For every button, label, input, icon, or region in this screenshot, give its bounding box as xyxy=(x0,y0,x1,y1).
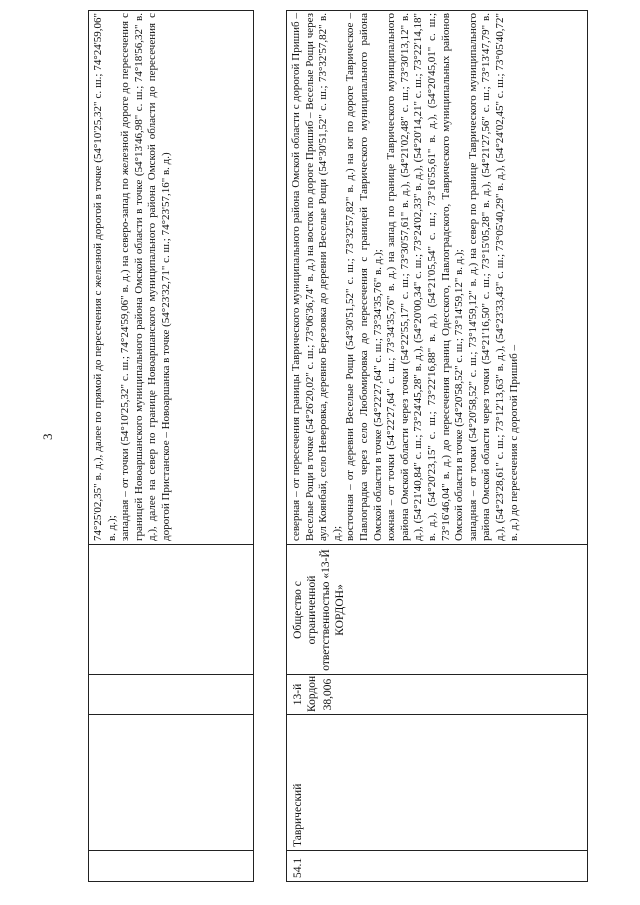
boundary-east: восточная – от деревни Веселые Рощи (54°30'51,52" с. ш.; 73°32'57,82" в. д.) на юг по дороге Таврическое – Павлоградка через село Любомировка до пересечения с границей Таврического муниципального района Омской области в точке (54°22'27,64" с. ш.; 73°34'35,76" в. д.); xyxy=(344,13,384,541)
continued-table-block xyxy=(88,10,254,882)
boundary-south: южная – от точки (54°22'27,64" с. ш.; 73°34'35,76" в. д.) на запад по границе Таврического муниципального района Омской области через точки (54°22'55,17" с. ш.; 73°30'57,61" в. д.), (54°21'02,48" с. ш.; 73°30'13,12" в. д.), (54°21'40,84" с. ш.; 73°24'45,28" в. д.), (54°20'00,34" с. ш.; 73°24'02,33" в. д.), (54°20'14,21" с. ш.; 73°22'14,18" в. д.), (54°20'23,15" с. ш.; 73°22'16,88" в. д.), (54°21'05,54" с. ш.; 73°16'55,61" в. д.), (54°20'45,01" с. ш.; 73°16'46,04" в. д.) до пересечения границ Одесского, Павлоградского, Таврического муниципальных районов Омской области в точке (54°20'58,52" с. ш.; 73°14'59,12" в. д.); xyxy=(385,13,466,541)
boundary-north: северная – от пересечения границы Таврического муниципального района Омской области с дорогой Пришиб – Веселые Рощи в точке (54°26'20,02" с. ш.; 73°06'36,74" в. д.) на восток по дороге Пришиб – Веселые Рощи через аул Коянбай, село Неверовка, деревню Березовка до деревни Веселые Рощи (54°30'51,52" с. ш.; 73°32'57,82" в. д.); xyxy=(290,13,343,541)
description-line: западная – от точки (54°10'25,32" с. ш.; 74°24'59,06" в. д.) на северо-запад по железной дороге до пересечения с границей Новоаршанского муниципального района Омской области в точке (54°13'46,98" с. ш.; 74°18'56,32" в. д.), далее на север по границе Новоаршанского муниципального района Омской области до пересечения с дорогой Пристанское – Новоаршанка в точке (54°23'32,71" с. ш.; 74°23'57,16" в. д.) xyxy=(119,13,172,541)
row-number-cell xyxy=(287,851,587,881)
organization-name: Общество с ограниченной ответственностью «13-Й КОРДОН» xyxy=(292,549,346,671)
organization-cell xyxy=(287,545,587,675)
page-number: 3 xyxy=(40,433,55,440)
row-number: 54.1 xyxy=(292,857,304,878)
area-name: 13-й Кордон xyxy=(292,675,318,712)
area-cell xyxy=(287,675,587,715)
district-name: Таврический xyxy=(292,783,304,847)
continued-description-cell xyxy=(89,9,253,545)
boundary-description-cell xyxy=(287,9,587,545)
description-line: 74°25'02,35" в. д.), далее по прямой до пересечения с железной дорогой в точке (54°10'25,32" с. ш.; 74°24'59,06" в. д.); xyxy=(92,13,118,541)
column-divider xyxy=(89,850,253,851)
boundary-west: западная – от точки (54°20'58,52" с. ш.; 73°14'59,12" в. д.) на север по границе Таврического муниципального района Омской области через точки (54°21'16,50" с. ш.; 73°15'05,28" в. д.), (54°21'27,56" с. ш.; 73°13'47,79" в. д.), (54°23'28,61" с. ш.; 73°12'13,63" в. д.), (54°23'33,43" с. ш.; 73°05'40,29" в. д.), (54°24'02,45" с. ш.; 73°05'40,72" в. д.) до пересечения с дорогой Пришиб – xyxy=(466,13,520,541)
column-divider xyxy=(89,714,253,715)
hunting-area-table-row xyxy=(286,10,588,882)
rotated-document xyxy=(88,10,588,882)
boundary-description xyxy=(290,13,521,541)
column-divider xyxy=(89,674,253,675)
district-cell xyxy=(287,715,587,851)
continued-description xyxy=(92,13,174,541)
area-size: 38,006 xyxy=(322,678,334,711)
